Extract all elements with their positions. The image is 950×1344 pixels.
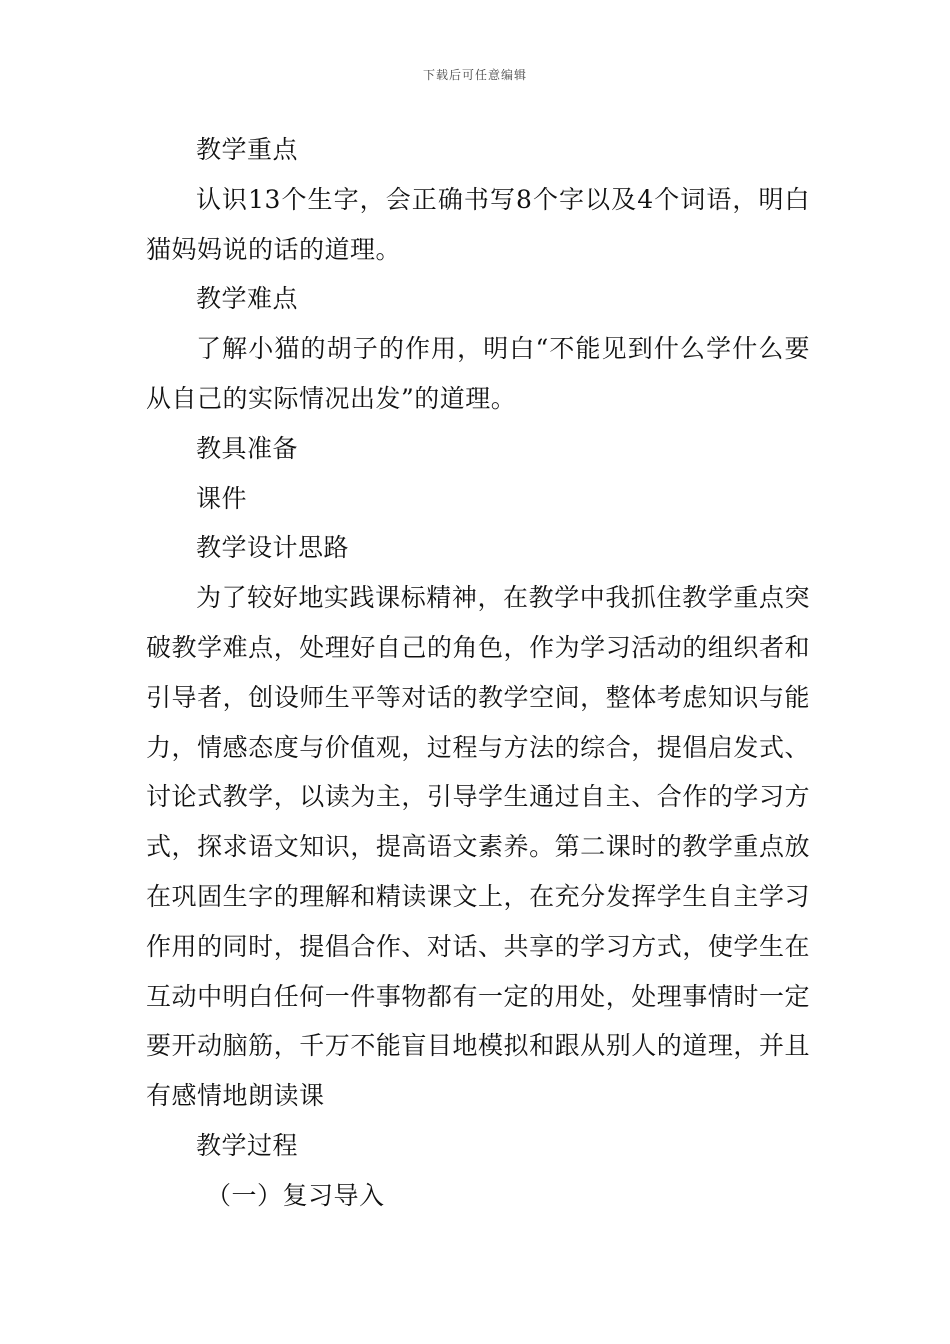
tools-heading: 教具准备 <box>196 433 299 463</box>
header-note: 下载后可任意编辑 <box>422 68 527 82</box>
process-step-heading: （一）复习导入 <box>206 1180 385 1210</box>
process-heading: 教学过程 <box>196 1130 299 1160</box>
difficulty-heading: 教学难点 <box>196 284 299 314</box>
design-paragraph: 为了较好地实践课标精神，在教学中我抓住教学重点突破教学难点，处理好自己的角色，作为学习活动的组织者和引导者，创设师生平等对话的教学空间，整体考虑知识与能力，情感态度与价值观，过程与方法的综合，提倡启发式、讨论式教学，以读为主，引导学生通过自主、合作的学习方式，探求语文知识，提高语文素养。第二课时的教学重点放在巩固生字的理解和精读课文上，在充分发挥学生自主学习作用的同时，提倡合作、对话、共享的学习方式，使学生在互动中明白任何一件事物都有一定的用处，处理事情时一定要开动脑筋，千万不能盲目地模拟和跟从别人的道理，并且有感情地朗读课 <box>146 583 810 1111</box>
key-points-paragraph: 认识13个生字，会正确书写8个字以及4个词语，明白猫妈妈说的话的道理。 <box>146 184 810 264</box>
design-heading: 教学设计思路 <box>196 533 350 563</box>
tools-paragraph: 课件 <box>196 483 248 513</box>
difficulty-paragraph: 了解小猫的胡子的作用，明白“不能见到什么学什么要从自己的实际情况出发”的道理。 <box>146 334 810 413</box>
key-points-heading: 教学重点 <box>196 135 299 164</box>
document-body <box>146 125 810 1221</box>
